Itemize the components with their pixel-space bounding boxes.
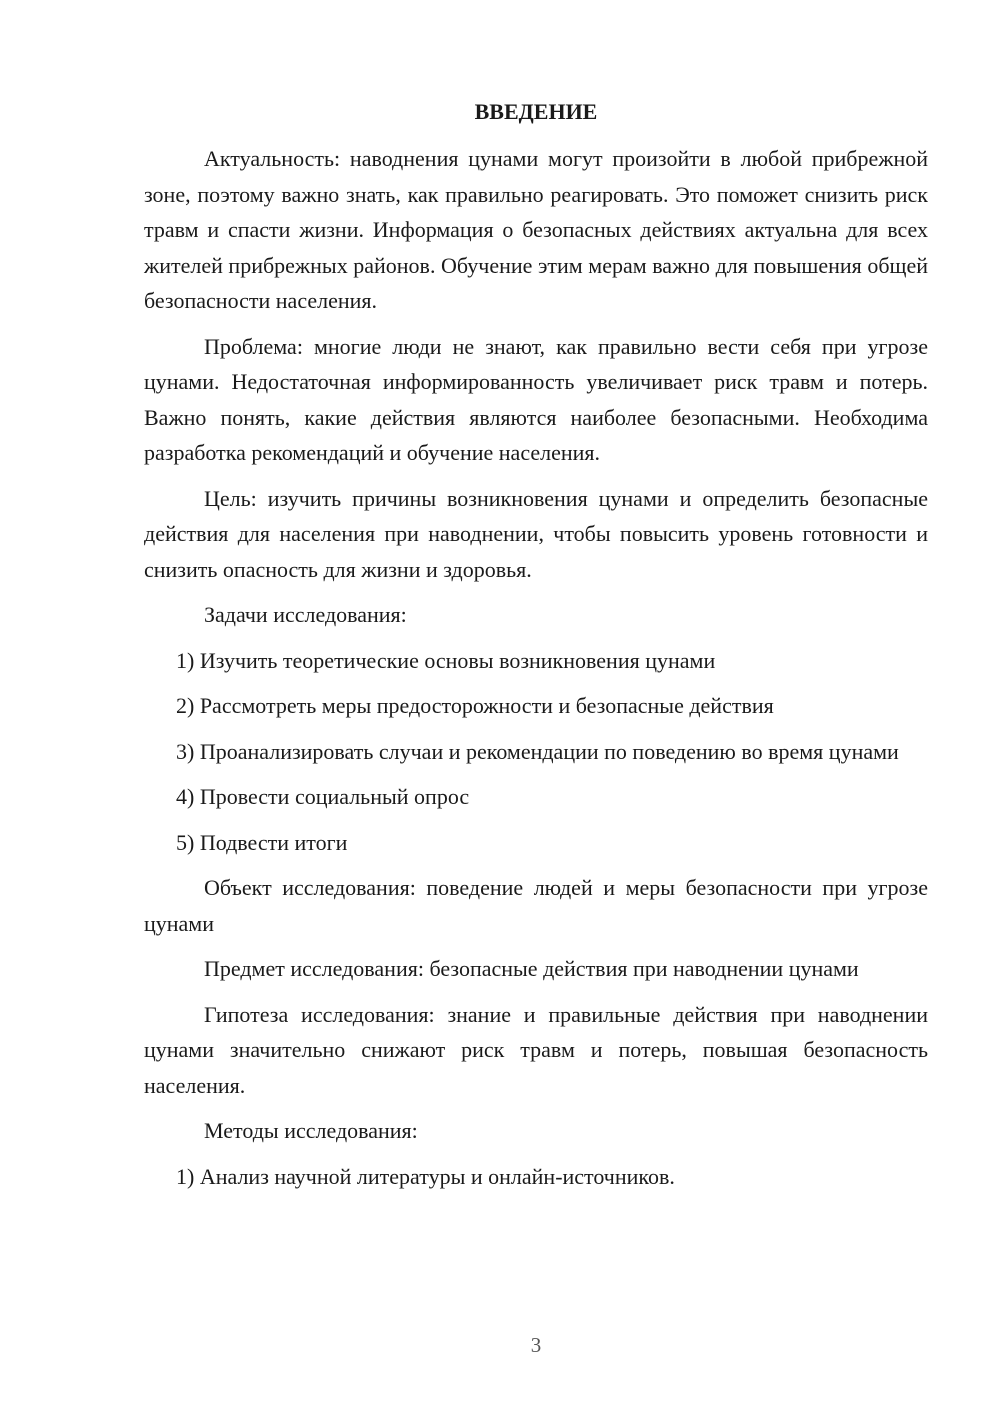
task-item-4: 4) Провести социальный опрос: [176, 784, 470, 809]
section-title: ВВЕДЕНИЕ: [474, 99, 598, 124]
methods-heading: Методы исследования:: [204, 1118, 418, 1143]
object-paragraph: Объект исследования: поведение людей и меры безопасности при угрозе цунами: [144, 875, 928, 936]
relevance-paragraph: Актуальность: наводнения цунами могут произойти в любой прибрежной зоне, поэтому важно знать, как правильно реагировать. Это поможет снизить риск травм и спасти жизни. Информация о безопасных действиях актуальна для всех жителей прибрежных районов. Обучение этим мерам важно для повышения общей безопасности населения.: [144, 146, 928, 313]
task-item-3: 3) Проанализировать случаи и рекомендации по поведению во время цунами: [176, 738, 899, 764]
hypothesis-paragraph: Гипотеза исследования: знание и правильные действия при наводнении цунами значительно снижают риск травм и потерь, повышая безопасность населения.: [144, 1001, 928, 1098]
subject-paragraph: Предмет исследования: безопасные действия при наводнении цунами: [204, 956, 859, 981]
task-item-1: 1) Изучить теоретические основы возникновения цунами: [176, 647, 716, 673]
tasks-heading: Задачи исследования:: [204, 602, 407, 627]
page-content: [144, 94, 928, 1204]
page-number: 3: [530, 1333, 542, 1357]
method-item-1: 1) Анализ научной литературы и онлайн-источников.: [176, 1163, 675, 1189]
problem-paragraph: Проблема: многие люди не знают, как правильно вести себя при угрозе цунами. Недостаточная информированность увеличивает риск травм и потерь. Важно понять, какие действия являются наиболее безопасными. Необходима разработка рекомендаций и обучение населения.: [144, 333, 928, 465]
goal-paragraph: Цель: изучить причины возникновения цунами и определить безопасные действия для населения при наводнении, чтобы повысить уровень готовности и снизить опасность для жизни и здоровья.: [144, 485, 928, 582]
task-item-5: 5) Подвести итоги: [176, 829, 348, 855]
task-item-2: 2) Рассмотреть меры предосторожности и безопасные действия: [176, 693, 774, 718]
